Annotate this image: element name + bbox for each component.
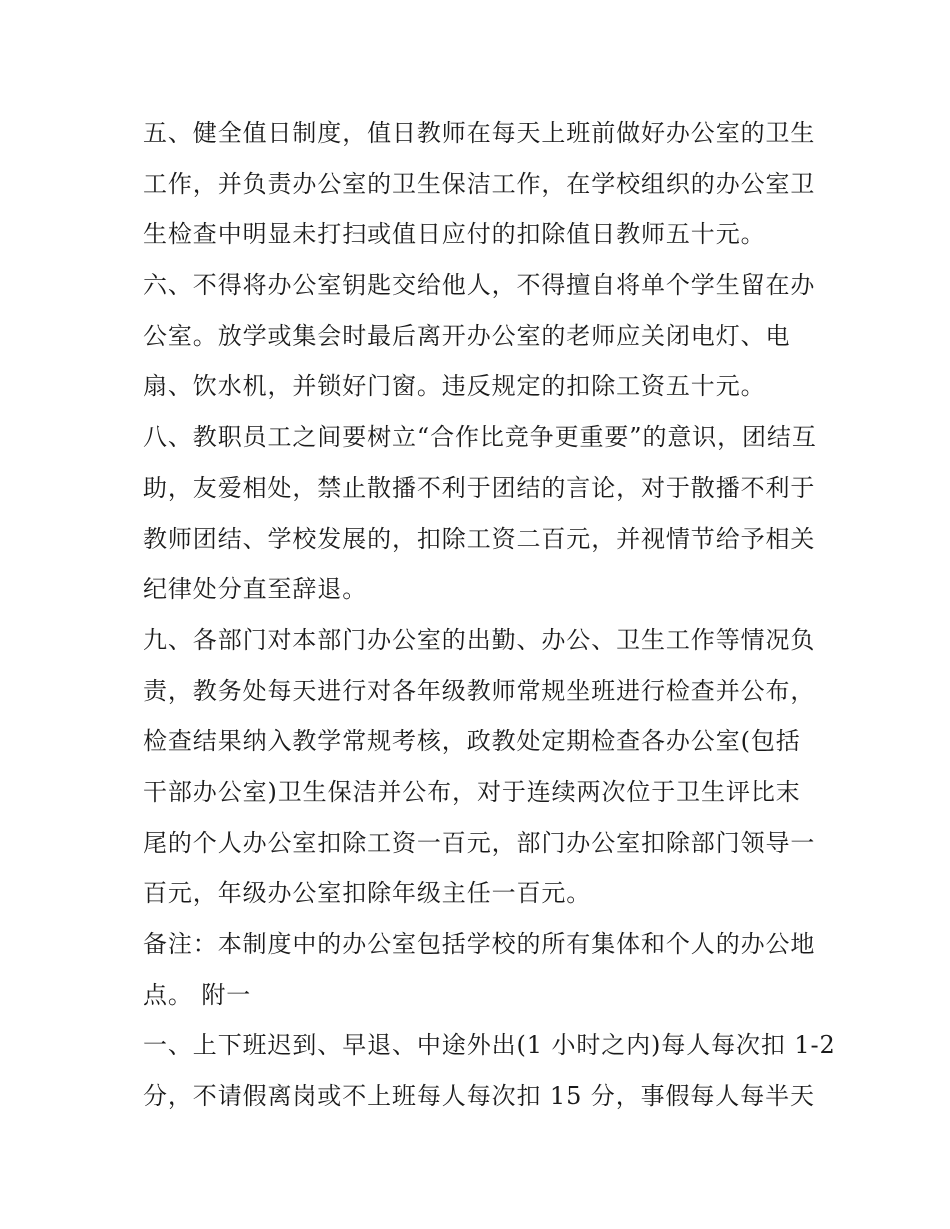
text-line: 八、教职员工之间要树立“合作比竞争更重要”的意识，团结互: [143, 423, 817, 452]
text-line: 五、健全值日制度，值日教师在每天上班前做好办公室的卫生: [143, 119, 816, 147]
text-line: 九、各部门对本部门办公室的出勤、办公、卫生工作等情况负: [143, 625, 816, 654]
text-line: 百元，年级办公室扣除年级主任一百元。: [143, 879, 592, 908]
text-line: 备注：本制度中的办公室包括学校的所有集体和个人的办公地: [143, 930, 816, 958]
text-line: 干部办公室)卫生保洁并公布，对于连续两次位于卫生评比末: [143, 777, 801, 806]
document-body: [143, 108, 836, 1122]
text-line: 公室。放学或集会时最后离开办公室的老师应关闭电灯、电: [143, 321, 791, 350]
text-line: 纪律处分直至辞退。: [143, 575, 368, 604]
text-line: 生检查中明显未打扫或值日应付的扣除值日教师五十元。: [143, 220, 766, 249]
text-line: 一、上下班迟到、早退、中途外出(1 小时之内)每人每次扣 1-2: [143, 1031, 836, 1060]
text-line: 助，友爱相处，禁止散播不利于团结的言论，对于散播不利于: [143, 473, 816, 502]
text-line: 六、不得将办公室钥匙交给他人，不得擅自将单个学生留在办: [143, 271, 816, 300]
text-line: 责，教务处每天进行对各年级教师常规坐班进行检查并公布，: [143, 676, 816, 705]
text-line: 分，不请假离岗或不上班每人每次扣 15 分，事假每人每半天: [143, 1082, 815, 1111]
text-line: 点。 附一: [143, 980, 252, 1009]
text-line: 教师团结、学校发展的，扣除工资二百元，并视情节给予相关: [143, 524, 816, 553]
text-line: 工作，并负责办公室的卫生保洁工作，在学校组织的办公室卫: [143, 169, 816, 198]
text-line: 扇、饮水机，并锁好门窗。违反规定的扣除工资五十元。: [143, 372, 766, 401]
text-line: 检查结果纳入教学常规考核，政教处定期检查各办公室(包括: [143, 727, 801, 756]
text-line: 尾的个人办公室扣除工资一百元，部门办公室扣除部门领导一: [143, 828, 816, 857]
